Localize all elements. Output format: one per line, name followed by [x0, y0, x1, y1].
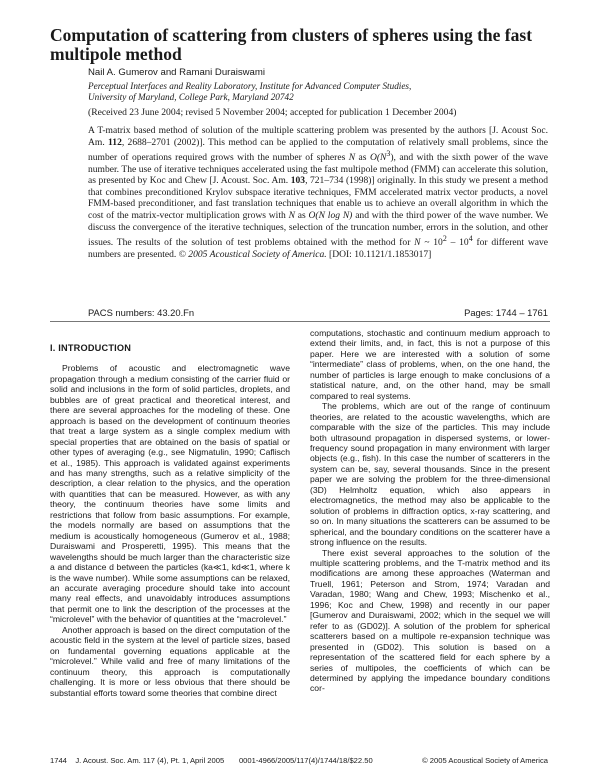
- affiliation: [88, 81, 548, 103]
- body-column-right: [310, 328, 550, 756]
- copyright-notice: © 2005 Acoustical Society of America.: [178, 248, 327, 260]
- pacs-numbers: PACS numbers: 43.20.Fn: [88, 307, 195, 318]
- paper-title: Computation of scattering from clusters of spheres using the fast multipole method: [50, 25, 533, 64]
- body-column-left: [50, 343, 290, 755]
- abstract: A T-matrix based method of solution of the multiple scattering problem was presented by the authors [J. Acoust Soc. Am. 112, 2688–2701 (2002)]. This method can be applied to the computation of relatively small problems, since the number of operations required grows with the number of spheres N as $O(N^3)$, and with the sixth power of the wave number. The use of iterative techniques accelerated using the fast multipole method (FMM) can accelerate this solution, as presented by Koc and Chew [J. Acoust. Soc. Am. 103, 721–734 (1998)] originally. In this study we present a method that combines preconditioned Krylov subspace iterative techniques, FMM accelerated matrix vector products, a novel FMM-based preconditioner, and fast translation techniques that enable us to achieve an overall algorithm in which the cost of the matrix-vector multiplication grows with N as O(N log N) and with the third power of the wave number. We discuss the convergence of the iterative techniques, selection of the truncation number, errors in the solution, and other issues. The results of the solution of test problems obtained with the method for N ~ $10^2 - 10^4$ for different wave numbers are presented. © 2005 Acoustical Society of America. [DOI: 10.1121/1.1853017]: [88, 125, 548, 260]
- authors: Nail A. Gumerov and Ramani Duraiswami: [88, 67, 266, 78]
- section-heading: I. INTRODUCTION: [50, 343, 132, 353]
- received-dates: (Received 23 June 2004; revised 5 November 2004; accepted for publication 1 December 2004): [88, 107, 457, 118]
- divider: [50, 321, 550, 322]
- paragraph: The problems, which are out of the range of continuum theories, are related to the acoustic wavelengths, which are comparable with the size of the particles. This may include both ultrasound propagation in dispersed systems, or lower-frequency sound propagation in many environment with larger objects (e.g., fish). In this case the number of scatterers in the system can be, say, several thousands. Since in the present paper we are solving the problem for the three-dimensional (3D) Helmholtz equation, which also appears in electromagnetics, the method may also be applicable to the solution of problems in diffraction optics, x-ray scattering, and so on. In many situations the scatterers can be assumed to be spherical, and the boundary conditions on the scatterer have a strong influence on the results.: [310, 401, 550, 548]
- copyright-footer: © 2005 Acoustical Society of America: [422, 756, 548, 765]
- journal-citation-footer: 1744 J. Acoust. Soc. Am. 117 (4), Pt. 1, April 2005 0001-4966/2005/117(4)/1744/18/$22.50: [50, 756, 373, 765]
- affiliation-line-1: Perceptual Interfaces and Reality Laboratory, Institute for Advanced Computer Studies,: [88, 81, 412, 91]
- doi: [DOI: 10.1121/1.1853017]: [326, 248, 432, 260]
- paragraph: Another approach is based on the direct computation of the acoustic field in the system at the level of particle sizes, based on fundamental governing equations applicable at the “microlevel.” While valid and free of many limitations of the continuum theory, this approach is computationally challenging. It is more or less obvious that there should be substantial efforts toward some theories that combine direct: [50, 624, 290, 698]
- paragraph: computations, stochastic and continuum medium approach to extend their limits, and, in fact, this is not a purpose of this paper. Here we are interested with a solution of some “intermediate” class of problems, when, on the one hand, the number of particles is large enough to make conclusions of a statistical nature, and, on the other hand, may be small compared to real systems.: [310, 328, 550, 401]
- paragraph: There exist several approaches to the solution of the multiple scattering problems, and the T-matrix method and its modifications are among these approaches (Waterman and Truell, 1961; Peterson and Strom, 1974; Varadan and Varadan, 1980; Wang and Chew, 1993; Mischenko et al., 1996; Koc and Chew, 1998) and recently in our paper [Gumerov and Duraiswami, 2002; which in the sequel we will refer to as (GD02)]. A solution of the problem for spherical scatterers based on a multipole re-expansion technique was presented in (GD02). This solution is based on a representation of the scattered field for each sphere by a series of multipoles, the coefficients of which can be determined by applying the impedance boundary conditions cor-: [310, 547, 550, 694]
- affiliation-line-2: University of Maryland, College Park, Maryland 20742: [88, 92, 294, 103]
- page-range: Pages: 1744 – 1761: [464, 307, 548, 318]
- paragraph: Problems of acoustic and electromagnetic wave propagation through a medium consisting of the carrier fluid or solid and inclusions in the form of solid particles, droplets, and bubbles are of great practical and theoretical interest, and there are several approaches for the modeling of these. One approach is based on the development of continuum theories that treat a large system as a single complex medium with special properties that are obtained on the basis of spatial or other types of averaging (e.g., see Nigmatulin, 1990; Caflisch et al., 1985). This approach is validated against experiments and has many strengths, such as a relative simplicity of the description, a clear relation to the physics, and the operation with quantities that can be measured. However, as with any theory, the continuum theories have some limits and restrictions that follow from basic assumptions. For example, the models normally are based on assumptions that the medium is acoustically homogeneous (Gumerov et al., 1988; Duraiswami and Prosperetti, 1995). This means that the wavelengths should be much larger than the characteristic size a and distance d between the particles (ka≪1, kd≪1, where k is the wave number). While some assumptions can be relaxed, an accurate averaging procedure should take into account many real effects, and unavoidably introduces assumptions that permit one to link the description of the processes at the “microlevel” with the behavior of quantities at the “macrolevel.”: [50, 363, 290, 625]
